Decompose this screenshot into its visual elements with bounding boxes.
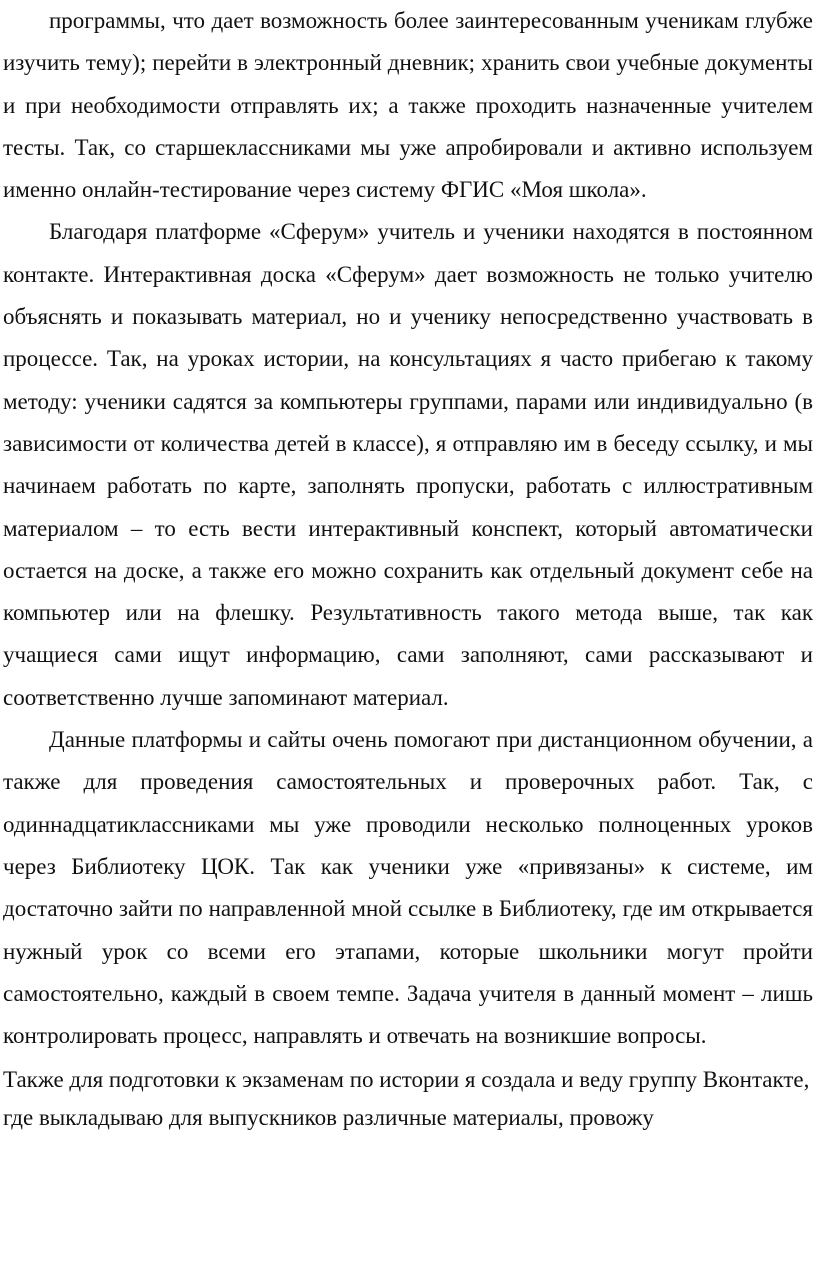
paragraph-4: Также для подготовки к экзаменам по истории я создала и веду группу Вконтакте, где выкладываю для выпускников различные материалы, провожу <box>3 1067 810 1131</box>
paragraph-1: программы, что дает возможность более заинтересованным ученикам глубже изучить тему); перейти в электронный дневник; хранить свои учебные документы и при необходимости отправлять их; а также проходить назначенные учителем тесты. Так, со старшеклассниками мы уже апробировали и активно используем именно онлайн-тестирование через систему ФГИС «Моя школа». <box>3 8 813 203</box>
paragraph-3: Данные платформы и сайты очень помогают при дистанционном обучении, а также для проведения самостоятельных и проверочных работ. Так, с одиннадцатиклассниками мы уже проводили несколько полноценных уроков через Библиотеку ЦОК. Так как ученики уже «привязаны» к системе, им достаточно зайти по направленной мной ссылке в Библиотеку, где им открывается нужный урок со всеми его этапами, которые школьники могут пройти самостоятельно, каждый в своем темпе. Задача учителя в данный момент – лишь контролировать процесс, направлять и отвечать на возникшие вопросы. <box>3 727 813 1049</box>
paragraph-2: Благодаря платформе «Сферум» учитель и ученики находятся в постоянном контакте. Интерактивная доска «Сферум» дает возможность не только учителю объяснять и показывать материал, но и ученику непосредственно участвовать в процессе. Так, на уроках истории, на консультациях я часто прибегаю к такому методу: ученики садятся за компьютеры группами, парами или индивидуально (в зависимости от количества детей в классе), я отправляю им в беседу ссылку, и мы начинаем работать по карте, заполнять пропуски, работать с иллюстративным материалом – то есть вести интерактивный конспект, который автоматически остается на доске, а также его можно сохранить как отдельный документ себе на компьютер или на флешку. Результативность такого метода выше, так как учащиеся сами ищут информацию, сами заполняют, сами рассказывают и соответственно лучше запоминают материал. <box>3 219 813 710</box>
document-page <box>3 0 813 1137</box>
